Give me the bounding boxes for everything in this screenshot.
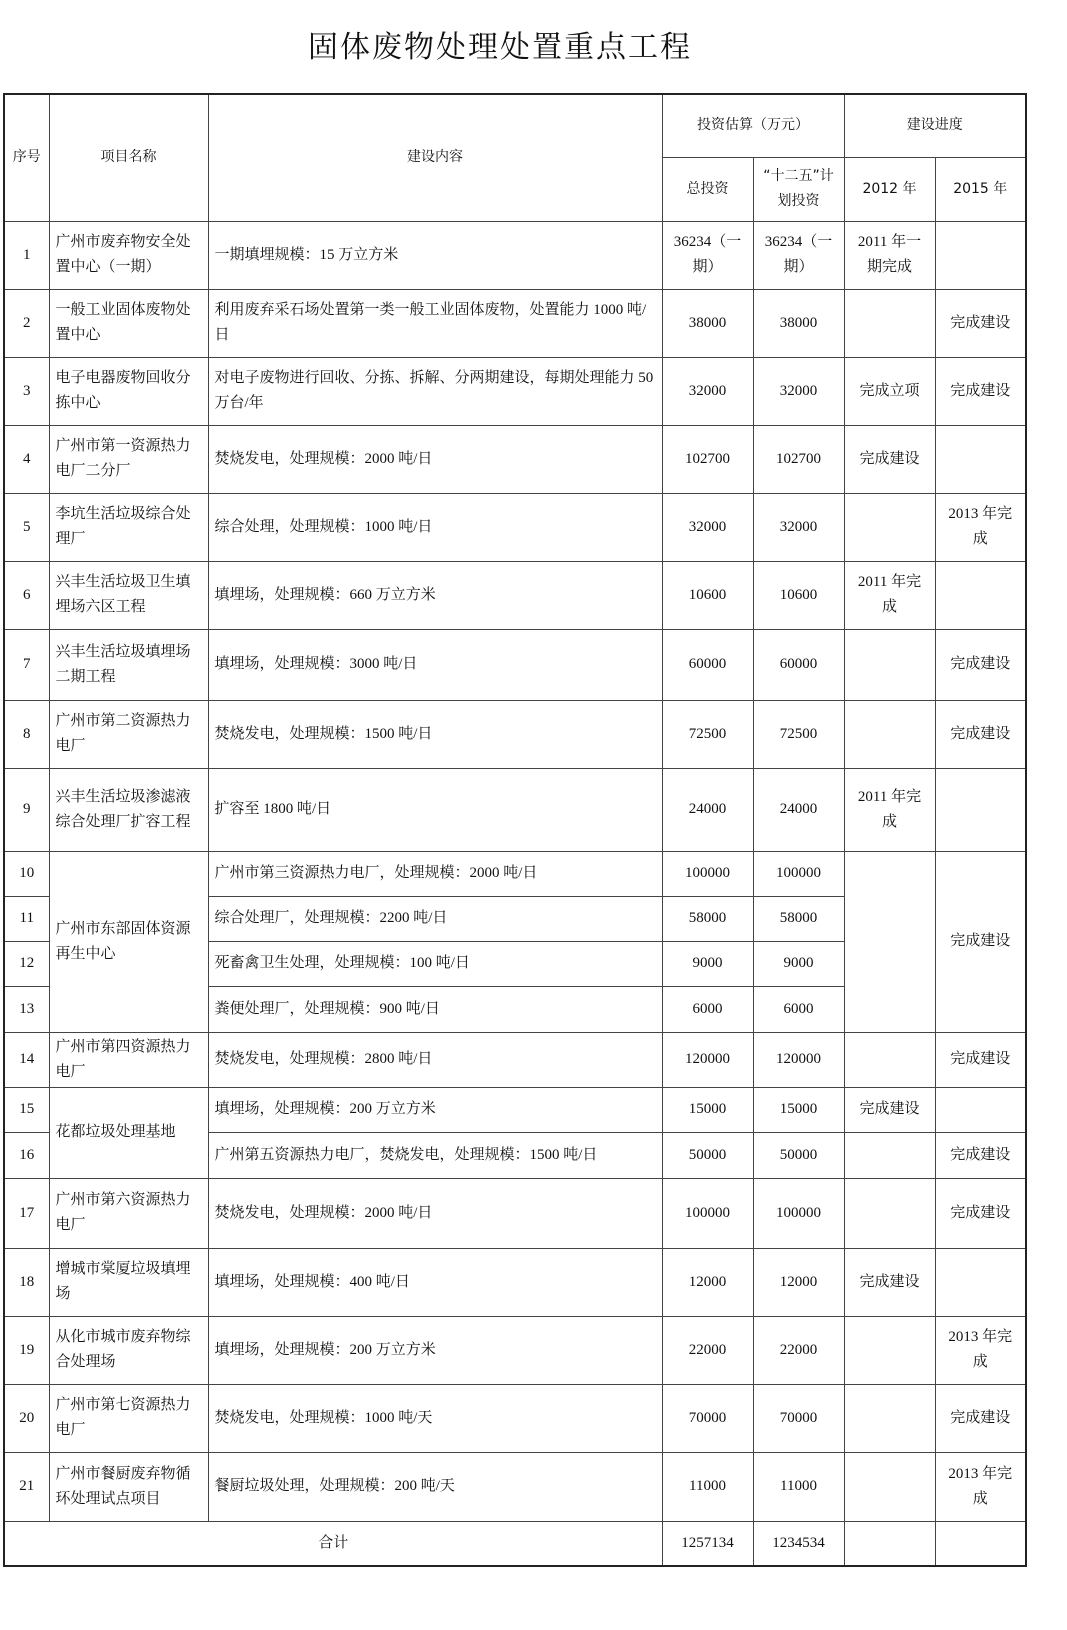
cell-no: 11 [4,896,49,941]
cell-content: 焚烧发电，处理规模：2000 吨/日 [208,425,662,493]
cell-y2015: 完成建设 [935,1178,1026,1248]
cell-content: 填埋场，处理规模：200 万立方米 [208,1087,662,1132]
table-row [4,1087,1026,1132]
cell-y2012 [844,629,935,700]
cell-content: 广州市第三资源热力电厂，处理规模：2000 吨/日 [208,851,662,896]
cell-y2012: 完成立项 [844,357,935,425]
cell-no: 20 [4,1384,49,1452]
cell-y2015: 完成建设 [935,851,1026,1032]
cell-no: 8 [4,700,49,768]
cell-content: 餐厨垃圾处理，处理规模：200 吨/天 [208,1452,662,1521]
cell-content: 填埋场，处理规模：400 吨/日 [208,1248,662,1316]
cell-plan: 100000 [753,1178,844,1248]
total-row [4,1521,1026,1566]
table-row [4,768,1026,851]
cell-name: 广州市废弃物安全处置中心（一期） [49,221,208,289]
cell-no: 18 [4,1248,49,1316]
header-plan: “十二五”计划投资 [753,157,844,221]
cell-y2015: 完成建设 [935,629,1026,700]
cell-total: 58000 [662,896,753,941]
cell-plan: 60000 [753,629,844,700]
header-invest: 投资估算（万元） [662,94,844,157]
cell-total: 24000 [662,768,753,851]
cell-name: 李坑生活垃圾综合处理厂 [49,493,208,561]
cell-total: 100000 [662,851,753,896]
cell-name: 一般工业固体废物处置中心 [49,289,208,357]
cell-y2015: 2013 年完成 [935,1316,1026,1384]
cell-plan: 12000 [753,1248,844,1316]
table-row [4,629,1026,700]
cell-y2012 [844,1132,935,1178]
cell-plan: 50000 [753,1132,844,1178]
cell-name: 广州市第一资源热力电厂二分厂 [49,425,208,493]
cell-plan: 120000 [753,1032,844,1087]
header-2012: 2012 年 [844,157,935,221]
cell-y2015 [935,1248,1026,1316]
cell-no: 7 [4,629,49,700]
cell-y2015: 2013 年完成 [935,1452,1026,1521]
cell-no: 6 [4,561,49,629]
cell-y2012 [844,1316,935,1384]
cell-y2012: 完成建设 [844,1248,935,1316]
cell-total: 6000 [662,986,753,1032]
cell-y2012 [844,289,935,357]
cell-plan: 36234（一期） [753,221,844,289]
cell-total: 100000 [662,1178,753,1248]
cell-total: 120000 [662,1032,753,1087]
cell-y2015: 2013 年完成 [935,493,1026,561]
cell-name: 兴丰生活垃圾卫生填埋场六区工程 [49,561,208,629]
cell-name: 兴丰生活垃圾渗滤液综合处理厂扩容工程 [49,768,208,851]
cell-content: 广州第五资源热力电厂，焚烧发电，处理规模：1500 吨/日 [208,1132,662,1178]
cell-name: 电子电器废物回收分拣中心 [49,357,208,425]
header-progress: 建设进度 [844,94,1026,157]
table-row [4,1032,1026,1087]
total-total: 1257134 [662,1521,753,1566]
cell-content: 综合处理厂，处理规模：2200 吨/日 [208,896,662,941]
total-plan: 1234534 [753,1521,844,1566]
table-row [4,561,1026,629]
cell-plan: 6000 [753,986,844,1032]
total-label: 合计 [4,1521,662,1566]
cell-y2012 [844,1032,935,1087]
cell-y2015: 完成建设 [935,289,1026,357]
cell-y2012: 2011 年完成 [844,768,935,851]
cell-total: 22000 [662,1316,753,1384]
cell-content: 填埋场，处理规模：3000 吨/日 [208,629,662,700]
cell-plan: 102700 [753,425,844,493]
cell-no: 14 [4,1032,49,1087]
table-row [4,1316,1026,1384]
cell-content: 综合处理，处理规模：1000 吨/日 [208,493,662,561]
cell-content: 扩容至 1800 吨/日 [208,768,662,851]
cell-no: 19 [4,1316,49,1384]
cell-y2015: 完成建设 [935,1384,1026,1452]
cell-total: 10600 [662,561,753,629]
cell-content: 利用废弃采石场处置第一类一般工业固体废物，处置能力 1000 吨/日 [208,289,662,357]
cell-total: 72500 [662,700,753,768]
cell-total: 50000 [662,1132,753,1178]
cell-y2015: 完成建设 [935,700,1026,768]
cell-total: 32000 [662,357,753,425]
cell-no: 1 [4,221,49,289]
cell-y2012: 完成建设 [844,1087,935,1132]
cell-total: 102700 [662,425,753,493]
table-row [4,1452,1026,1521]
cell-y2012 [844,493,935,561]
cell-content: 对电子废物进行回收、分拣、拆解、分两期建设，每期处理能力 50 万台/年 [208,357,662,425]
cell-name: 广州市第二资源热力电厂 [49,700,208,768]
cell-total: 70000 [662,1384,753,1452]
cell-no: 12 [4,941,49,986]
cell-name: 花都垃圾处理基地 [49,1087,208,1178]
cell-plan: 10600 [753,561,844,629]
cell-y2012: 2011 年一期完成 [844,221,935,289]
table-row [4,221,1026,289]
cell-plan: 72500 [753,700,844,768]
cell-y2015 [935,561,1026,629]
cell-plan: 32000 [753,357,844,425]
cell-name: 广州市第六资源热力电厂 [49,1178,208,1248]
cell-plan: 70000 [753,1384,844,1452]
cell-y2012 [844,1384,935,1452]
cell-plan: 100000 [753,851,844,896]
cell-y2015 [935,425,1026,493]
cell-y2015: 完成建设 [935,1132,1026,1178]
cell-y2012 [844,1178,935,1248]
cell-content: 焚烧发电，处理规模：2800 吨/日 [208,1032,662,1087]
cell-no: 21 [4,1452,49,1521]
table-row [4,1384,1026,1452]
cell-no: 2 [4,289,49,357]
cell-no: 13 [4,986,49,1032]
table-row [4,700,1026,768]
cell-plan: 11000 [753,1452,844,1521]
cell-name: 兴丰生活垃圾填埋场二期工程 [49,629,208,700]
cell-total: 12000 [662,1248,753,1316]
cell-name: 增城市棠厦垃圾填埋场 [49,1248,208,1316]
cell-name: 广州市餐厨废弃物循环处理试点项目 [49,1452,208,1521]
cell-plan: 32000 [753,493,844,561]
page-title: 固体废物处理处置重点工程 [308,31,692,64]
cell-total: 32000 [662,493,753,561]
cell-name: 广州市第七资源热力电厂 [49,1384,208,1452]
cell-y2015: 完成建设 [935,357,1026,425]
cell-total: 11000 [662,1452,753,1521]
cell-no: 5 [4,493,49,561]
header-no: 序号 [4,94,49,221]
cell-plan: 9000 [753,941,844,986]
table-row [4,289,1026,357]
cell-y2015 [935,221,1026,289]
cell-plan: 15000 [753,1087,844,1132]
cell-plan: 58000 [753,896,844,941]
cell-y2012 [844,1452,935,1521]
cell-total: 36234（一期） [662,221,753,289]
total-y2015 [935,1521,1026,1566]
total-y2012 [844,1521,935,1566]
table-row [4,1248,1026,1316]
cell-plan: 38000 [753,289,844,357]
cell-no: 4 [4,425,49,493]
table-row [4,425,1026,493]
cell-name: 广州市东部固体资源再生中心 [49,851,208,1032]
cell-content: 一期填埋规模：15 万立方米 [208,221,662,289]
cell-y2015: 完成建设 [935,1032,1026,1087]
cell-name: 广州市第四资源热力电厂 [49,1032,208,1087]
cell-y2012: 完成建设 [844,425,935,493]
projects-table [3,93,1027,1567]
cell-content: 粪便处理厂，处理规模：900 吨/日 [208,986,662,1032]
cell-y2012 [844,851,935,1032]
cell-content: 焚烧发电，处理规模：1000 吨/天 [208,1384,662,1452]
cell-plan: 24000 [753,768,844,851]
cell-no: 17 [4,1178,49,1248]
header-name: 项目名称 [49,94,208,221]
table-row [4,851,1026,896]
header-content: 建设内容 [208,94,662,221]
cell-content: 焚烧发电，处理规模：2000 吨/日 [208,1178,662,1248]
cell-no: 15 [4,1087,49,1132]
table-row [4,493,1026,561]
cell-no: 9 [4,768,49,851]
cell-no: 10 [4,851,49,896]
cell-y2015 [935,1087,1026,1132]
header-total: 总投资 [662,157,753,221]
cell-y2015 [935,768,1026,851]
table-row [4,357,1026,425]
cell-plan: 22000 [753,1316,844,1384]
cell-total: 15000 [662,1087,753,1132]
cell-no: 16 [4,1132,49,1178]
table-row [4,1178,1026,1248]
cell-name: 从化市城市废弃物综合处理场 [49,1316,208,1384]
cell-total: 38000 [662,289,753,357]
cell-content: 死畜禽卫生处理，处理规模：100 吨/日 [208,941,662,986]
cell-content: 填埋场，处理规模：660 万立方米 [208,561,662,629]
cell-y2012: 2011 年完成 [844,561,935,629]
cell-total: 60000 [662,629,753,700]
cell-no: 3 [4,357,49,425]
cell-content: 焚烧发电，处理规模：1500 吨/日 [208,700,662,768]
header-2015: 2015 年 [935,157,1026,221]
cell-content: 填埋场，处理规模：200 万立方米 [208,1316,662,1384]
cell-total: 9000 [662,941,753,986]
cell-y2012 [844,700,935,768]
